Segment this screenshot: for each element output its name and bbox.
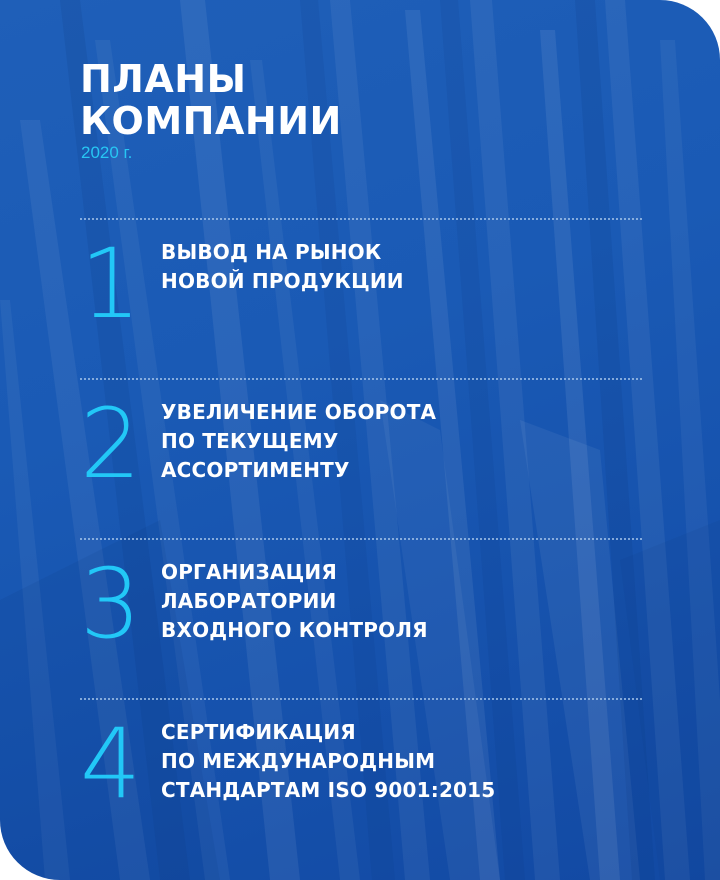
divider bbox=[80, 378, 642, 380]
divider bbox=[80, 538, 642, 540]
plan-text bbox=[161, 398, 436, 485]
plan-text-line: НОВОЙ ПРОДУКЦИИ bbox=[161, 269, 404, 293]
plan-number: 3 bbox=[80, 548, 142, 660]
plan-text-line: УВЕЛИЧЕНИЕ ОБОРОТА bbox=[161, 400, 437, 424]
plan-text-line: ВХОДНОГО КОНТРОЛЯ bbox=[161, 618, 428, 642]
plan-text bbox=[161, 238, 404, 296]
plan-number: 4 bbox=[80, 708, 142, 820]
plan-number: 2 bbox=[80, 388, 142, 500]
plan-text-line: ПО МЕЖДУНАРОДНЫМ bbox=[161, 749, 436, 773]
plan-text-line: АССОРТИМЕНТУ bbox=[161, 458, 350, 482]
plan-number: 1 bbox=[80, 228, 142, 340]
plan-text-line: ОРГАНИЗАЦИЯ bbox=[161, 560, 337, 584]
plan-text-line: ЛАБОРАТОРИИ bbox=[161, 589, 337, 613]
plan-text-line: СЕРТИФИКАЦИЯ bbox=[161, 720, 356, 744]
title-line-1: ПЛАНЫ bbox=[80, 57, 247, 101]
page-title bbox=[80, 58, 342, 142]
plan-text bbox=[161, 718, 495, 805]
plan-text-line: ВЫВОД НА РЫНОК bbox=[161, 240, 382, 264]
divider bbox=[80, 698, 642, 700]
plan-text-line: СТАНДАРТАМ ISO 9001:2015 bbox=[161, 778, 496, 802]
plan-text bbox=[161, 558, 428, 645]
title-line-2: КОМПАНИИ bbox=[80, 99, 342, 143]
plan-text-line: ПО ТЕКУЩЕМУ bbox=[161, 429, 339, 453]
divider bbox=[80, 218, 642, 220]
year-label: 2020 г. bbox=[81, 143, 133, 162]
